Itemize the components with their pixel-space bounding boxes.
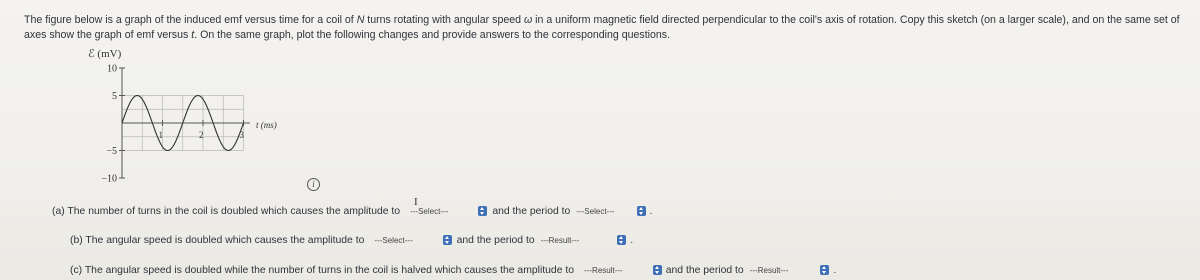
question-b-mid: and the period to <box>456 234 535 246</box>
info-icon[interactable]: i <box>307 178 320 191</box>
select-text: ---Select--- <box>374 235 413 245</box>
y-axis-label: ℰ (mV) <box>88 48 122 60</box>
question-c-end: . <box>833 264 837 276</box>
intro-text-1: The figure below is a graph of the induced emf versus time for a coil of <box>24 14 357 26</box>
y-tick-label: −5 <box>106 146 117 157</box>
emf-graph <box>0 0 340 200</box>
question-c-amplitude-select[interactable] <box>584 263 662 277</box>
var-omega: ω <box>523 14 533 26</box>
question-b-amplitude-select[interactable] <box>374 233 451 247</box>
text-cursor-icon: I <box>414 196 418 208</box>
question-a-period-select[interactable] <box>576 204 645 218</box>
question-b-period-select[interactable] <box>541 233 627 247</box>
select-arrows-icon[interactable] <box>653 265 662 275</box>
question-c <box>70 263 836 277</box>
intro-text-3: in a uniform magnetic field directed perpendicular to the coil's axis of rotation. Copy this sketch (on a larger scale), and on the same set of axes show the graph of emf versus <box>24 14 1180 41</box>
select-text: ---Select--- <box>410 206 449 216</box>
y-tick-label: 5 <box>112 91 117 102</box>
select-text: ---Result--- <box>749 265 789 275</box>
select-text: ---Result--- <box>540 235 580 245</box>
question-b-end: . <box>630 234 634 246</box>
x-tick-label: 2 <box>199 130 204 140</box>
select-text: ---Result--- <box>584 265 623 275</box>
select-arrows-icon[interactable] <box>820 265 829 275</box>
question-c-label: (c) The angular speed is doubled while the number of turns in the coil is halved which causes the amplitude to <box>70 264 575 276</box>
x-tick-label: 3 <box>239 130 244 140</box>
select-arrows-icon[interactable] <box>443 235 452 245</box>
select-arrows-icon[interactable] <box>637 206 646 216</box>
question-a-amplitude-select[interactable] <box>410 204 487 218</box>
question-c-mid: and the period to <box>665 264 744 276</box>
question-a-label: (a) The number of turns in the coil is doubled which causes the amplitude to <box>52 205 401 217</box>
question-a-mid: and the period to <box>492 205 571 217</box>
y-tick-label: −10 <box>101 173 117 185</box>
x-axis-label: t (ms) <box>256 120 277 130</box>
intro-text-2: turns rotating with angular speed <box>364 14 524 26</box>
question-c-period-select[interactable] <box>750 263 830 277</box>
question-a <box>52 204 652 218</box>
y-ticks <box>101 64 125 185</box>
select-text: ---Select--- <box>576 206 615 216</box>
question-a-end: . <box>649 205 653 217</box>
question-b-label: (b) The angular speed is doubled which causes the amplitude to <box>70 234 365 246</box>
var-t: t <box>191 29 195 41</box>
y-tick-label: 10 <box>107 63 117 75</box>
question-b <box>70 233 633 247</box>
var-n: N <box>356 14 365 26</box>
intro-text-4: . On the same graph, plot the following changes and provide answers to the corresponding questions. <box>194 29 671 41</box>
x-tick-label: 1 <box>158 130 163 140</box>
select-arrows-icon[interactable] <box>617 235 626 245</box>
select-arrows-icon[interactable] <box>478 206 487 216</box>
